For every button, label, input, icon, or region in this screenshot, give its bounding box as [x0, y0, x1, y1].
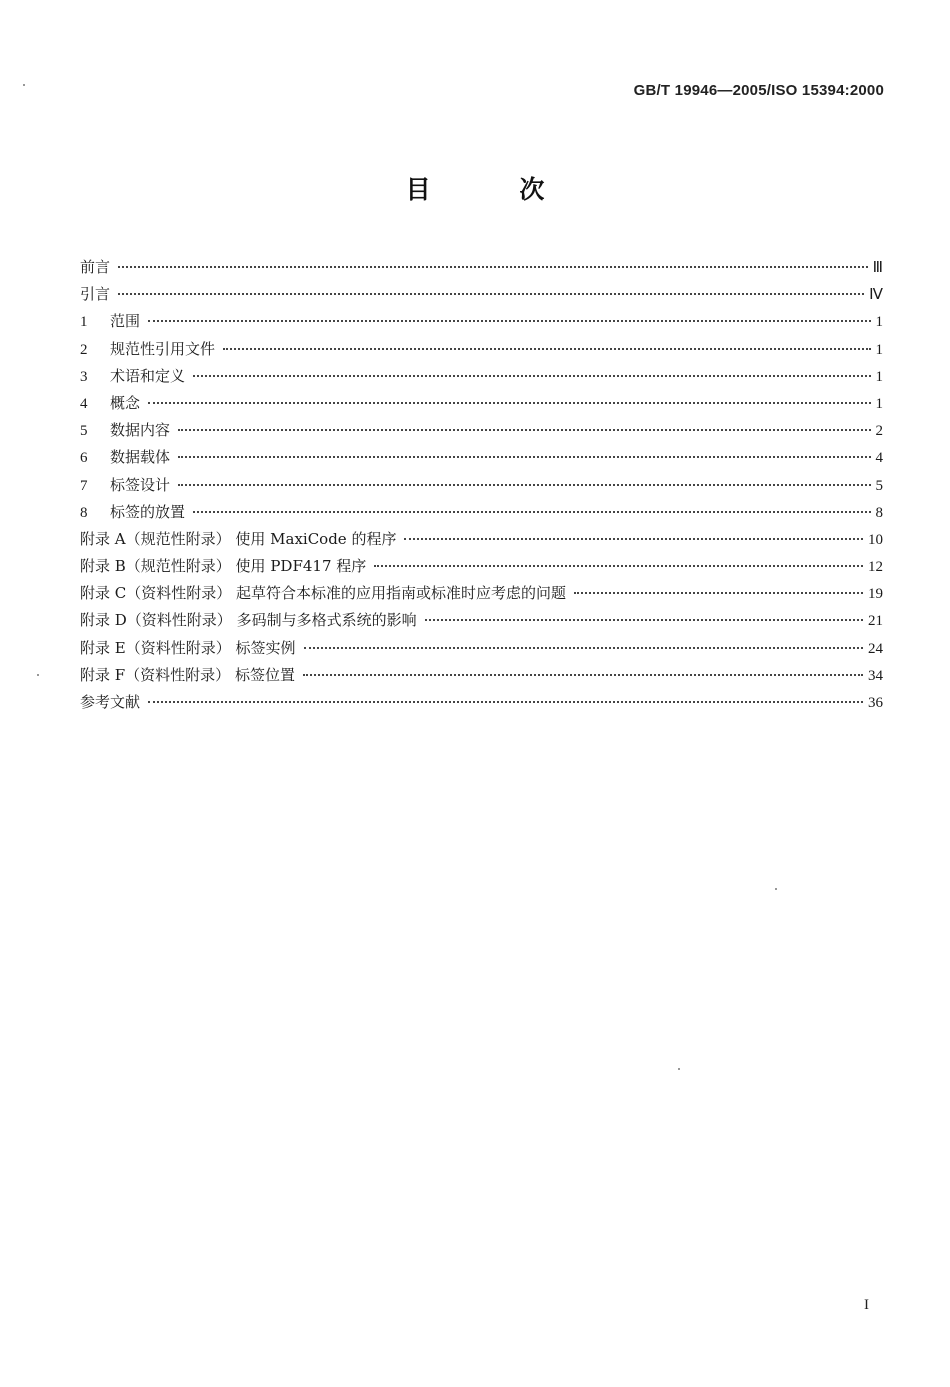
toc-entry-page: 8: [875, 504, 883, 521]
toc-entry[interactable]: [80, 635, 883, 662]
toc-entry-label: 7 标签设计: [80, 472, 170, 500]
toc-entry-label: 1 范围: [80, 308, 140, 336]
toc-entry[interactable]: [80, 662, 883, 689]
toc-entry[interactable]: [80, 417, 883, 444]
toc-leader-dots: [118, 266, 868, 268]
toc-entry-page: 34: [868, 667, 883, 684]
toc-entry[interactable]: [80, 254, 883, 281]
toc-entry-label: 3 术语和定义: [80, 363, 185, 391]
toc-entry-page: 2: [875, 423, 883, 440]
toc-leader-dots: [178, 429, 870, 431]
toc-leader-dots: [574, 592, 863, 594]
toc-entry[interactable]: [80, 444, 883, 471]
toc-entry[interactable]: [80, 553, 883, 580]
toc-leader-dots: [148, 320, 870, 322]
toc-entry-number: 7: [80, 477, 88, 494]
toc-entry-page: Ⅳ: [869, 287, 883, 304]
standard-code: GB/T 19946—2005/ISO 15394:2000: [633, 82, 884, 99]
toc-entry-number: 4: [80, 395, 88, 412]
toc-leader-dots: [148, 402, 870, 404]
toc-entry-number: 8: [80, 504, 88, 521]
toc-entry-page: 1: [875, 395, 883, 412]
toc-entry-page: 4: [875, 450, 883, 467]
toc-leader-dots: [303, 674, 863, 676]
toc-entry[interactable]: [80, 607, 883, 634]
toc-leader-dots: [304, 647, 864, 649]
toc-entry-page: 1: [875, 368, 883, 385]
toc-leader-dots: [193, 375, 870, 377]
toc-entry-label: 附录 A（规范性附录） 使用 MaxiCode 的程序: [80, 529, 397, 548]
toc-entry[interactable]: [80, 363, 883, 390]
toc-leader-dots: [404, 538, 863, 540]
toc-entry[interactable]: [80, 390, 883, 417]
toc-list: [80, 254, 883, 716]
toc-leader-dots: [178, 484, 870, 486]
toc-leader-dots: [425, 619, 863, 621]
toc-entry-label: 引言: [80, 285, 111, 304]
toc-entry[interactable]: [80, 689, 883, 716]
toc-entry-label: 4 概念: [80, 390, 140, 418]
toc-entry[interactable]: [80, 308, 883, 335]
scan-speck: [775, 888, 777, 890]
toc-entry-number: 2: [80, 341, 88, 358]
toc-entry-label: 附录 F（资料性附录） 标签位置: [80, 665, 295, 684]
scan-speck: [23, 84, 25, 86]
toc-entry[interactable]: [80, 526, 883, 553]
page-number: I: [864, 1297, 869, 1313]
toc-entry-page: 21: [868, 613, 883, 630]
toc-entry-page: 24: [868, 640, 883, 657]
toc-leader-dots: [193, 511, 870, 513]
toc-entry-label: 附录 C（资料性附录） 起草符合本标准的应用指南或标准时应考虑的问题: [80, 584, 567, 603]
toc-entry-number: 5: [80, 423, 88, 440]
toc-entry-page: 1: [875, 314, 883, 331]
toc-entry[interactable]: [80, 472, 883, 499]
toc-entry-page: 19: [868, 586, 883, 603]
toc-entry-label: 附录 E（资料性附录） 标签实例: [80, 638, 296, 657]
toc-entry-label: 5 数据内容: [80, 417, 170, 445]
toc-entry-label: 附录 B（规范性附录） 使用 PDF417 程序: [80, 557, 367, 576]
toc-leader-dots: [374, 565, 863, 567]
toc-entry-number: 1: [80, 314, 88, 331]
toc-entry-page: 12: [868, 559, 883, 576]
toc-entry[interactable]: [80, 499, 883, 526]
toc-entry[interactable]: [80, 580, 883, 607]
toc-entry-label: 前言: [80, 258, 111, 276]
toc-entry-page: 10: [868, 531, 883, 548]
scan-speck: [37, 674, 39, 676]
toc-entry[interactable]: [80, 336, 883, 363]
toc-entry-label: 8 标签的放置: [80, 499, 185, 527]
toc-title: 目 次: [405, 175, 585, 204]
toc-entry-page: 5: [875, 477, 883, 494]
toc-entry-page: 36: [868, 695, 883, 711]
toc-entry-number: 3: [80, 368, 88, 385]
toc-entry-label: 附录 D（资料性附录） 多码制与多格式系统的影响: [80, 611, 417, 630]
toc-leader-dots: [118, 293, 864, 295]
toc-entry-label: 6 数据载体: [80, 444, 170, 472]
toc-entry[interactable]: [80, 281, 883, 308]
toc-leader-dots: [148, 701, 863, 703]
toc-entry-number: 6: [80, 450, 88, 467]
toc-entry-page: Ⅲ: [872, 260, 883, 276]
toc-leader-dots: [223, 348, 870, 350]
scan-speck: [678, 1068, 680, 1070]
toc-leader-dots: [178, 456, 870, 458]
toc-entry-label: 2 规范性引用文件: [80, 336, 215, 364]
toc-entry-label: 参考文献: [80, 693, 141, 711]
toc-entry-page: 1: [875, 341, 883, 358]
